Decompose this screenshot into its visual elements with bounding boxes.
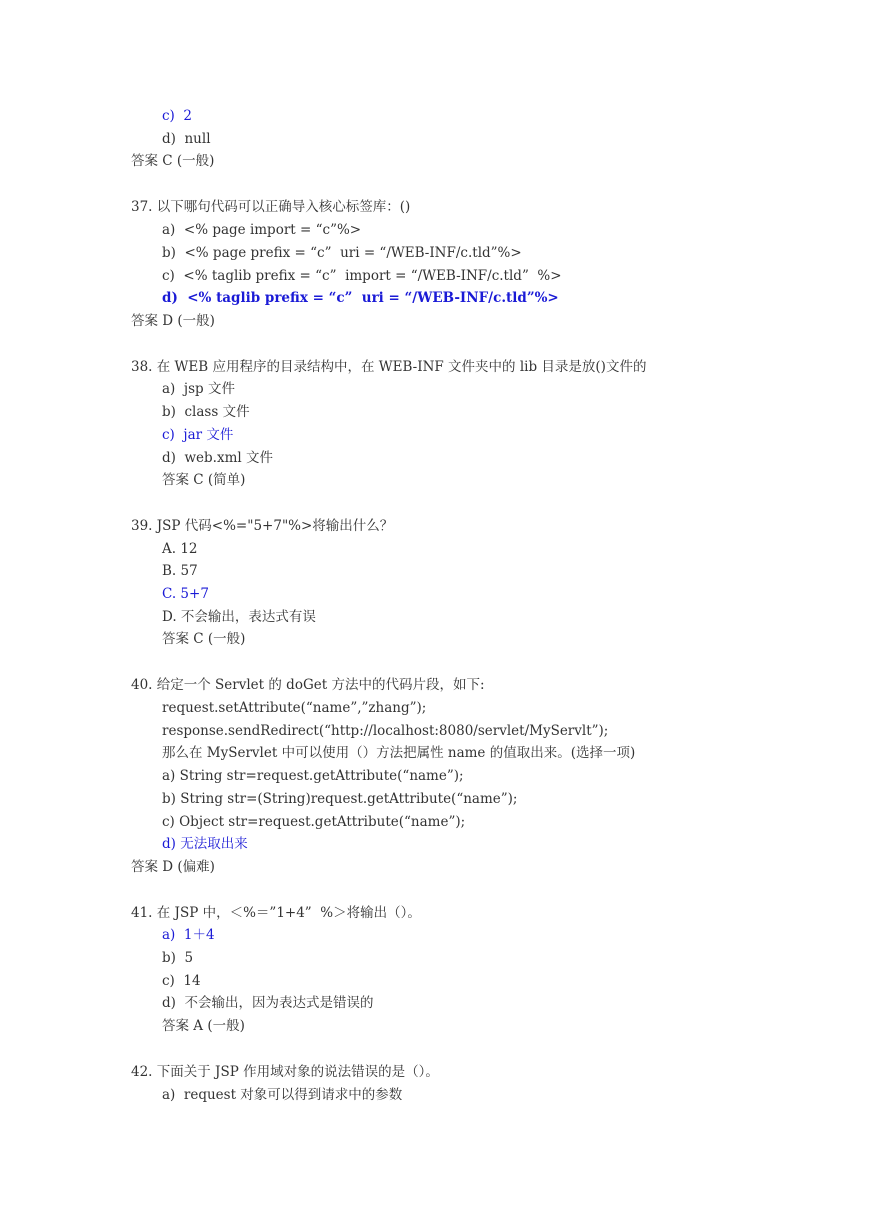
q39-option-d: D. 不会输出，表达式有误 <box>162 609 316 625</box>
option-d: d) null <box>162 131 211 147</box>
q40-code-line-2: response.sendRedirect(“http://localhost:8080/servlet/MyServlt”); <box>162 723 609 739</box>
answer-line: 答案 C (一般) <box>131 153 215 169</box>
question-42: 42. 下面关于 JSP 作用域对象的说法错误的是（）。 <box>131 1064 439 1080</box>
q40-option-b: b) String str=(String)request.getAttribute(“name”); <box>162 791 518 807</box>
question-40: 40. 给定一个 Servlet 的 doGet 方法中的代码片段，如下: <box>131 677 485 693</box>
question-41: 41. 在 JSP 中，＜%＝”1+4” %＞将输出（）。 <box>131 905 421 921</box>
q38-option-b: b) class 文件 <box>162 404 250 420</box>
question-37: 37. 以下哪句代码可以正确导入核心标签库：() <box>131 199 411 215</box>
q40-option-d-correct: d) 无法取出来 <box>162 836 248 852</box>
q40-prompt: 那么在 MyServlet 中可以使用（）方法把属性 name 的值取出来。(选择一项) <box>162 745 636 761</box>
q37-option-b: b) <% page prefix = “c” uri = “/WEB-INF/c.tld”%> <box>162 245 522 261</box>
q41-option-a-correct: a) 1＋4 <box>162 927 215 943</box>
q40-option-a: a) String str=request.getAttribute(“name”); <box>162 768 464 784</box>
q38-answer: 答案 C (简单) <box>162 472 246 488</box>
question-39: 39. JSP 代码<%="5+7"%>将输出什么？ <box>131 518 394 534</box>
q40-answer: 答案 D (偏难) <box>131 859 215 875</box>
q37-option-c: c) <% taglib prefix = “c” import = “/WEB-INF/c.tld” %> <box>162 268 562 284</box>
q38-option-a: a) jsp 文件 <box>162 381 235 397</box>
q37-option-a: a) <% page import = “c”%> <box>162 222 362 238</box>
q39-option-c-correct: C. 5+7 <box>162 586 209 602</box>
option-c-correct: c) 2 <box>162 108 192 124</box>
q38-option-d: d) web.xml 文件 <box>162 450 273 466</box>
question-38: 38. 在 WEB 应用程序的目录结构中，在 WEB-INF 文件夹中的 lib 目录是放()文件的 <box>131 359 647 375</box>
q39-option-b: B. 57 <box>162 563 198 579</box>
q37-answer: 答案 D (一般) <box>131 313 215 329</box>
q40-code-line-1: request.setAttribute(“name”,”zhang”); <box>162 700 427 716</box>
q40-option-c: c) Object str=request.getAttribute(“name”); <box>162 814 466 830</box>
q39-option-a: A. 12 <box>162 541 198 557</box>
q42-option-a: a) request 对象可以得到请求中的参数 <box>162 1087 403 1103</box>
q41-answer: 答案 A (一般) <box>162 1018 245 1034</box>
q37-option-d-correct: d) <% taglib prefix = “c” uri = “/WEB-INF/c.tld”%> <box>162 290 559 306</box>
q39-answer: 答案 C (一般) <box>162 631 246 647</box>
q41-option-c: c) 14 <box>162 973 201 989</box>
q41-option-b: b) 5 <box>162 950 194 966</box>
q38-option-c-correct: c) jar 文件 <box>162 427 234 443</box>
q41-option-d: d) 不会输出，因为表达式是错误的 <box>162 995 374 1011</box>
